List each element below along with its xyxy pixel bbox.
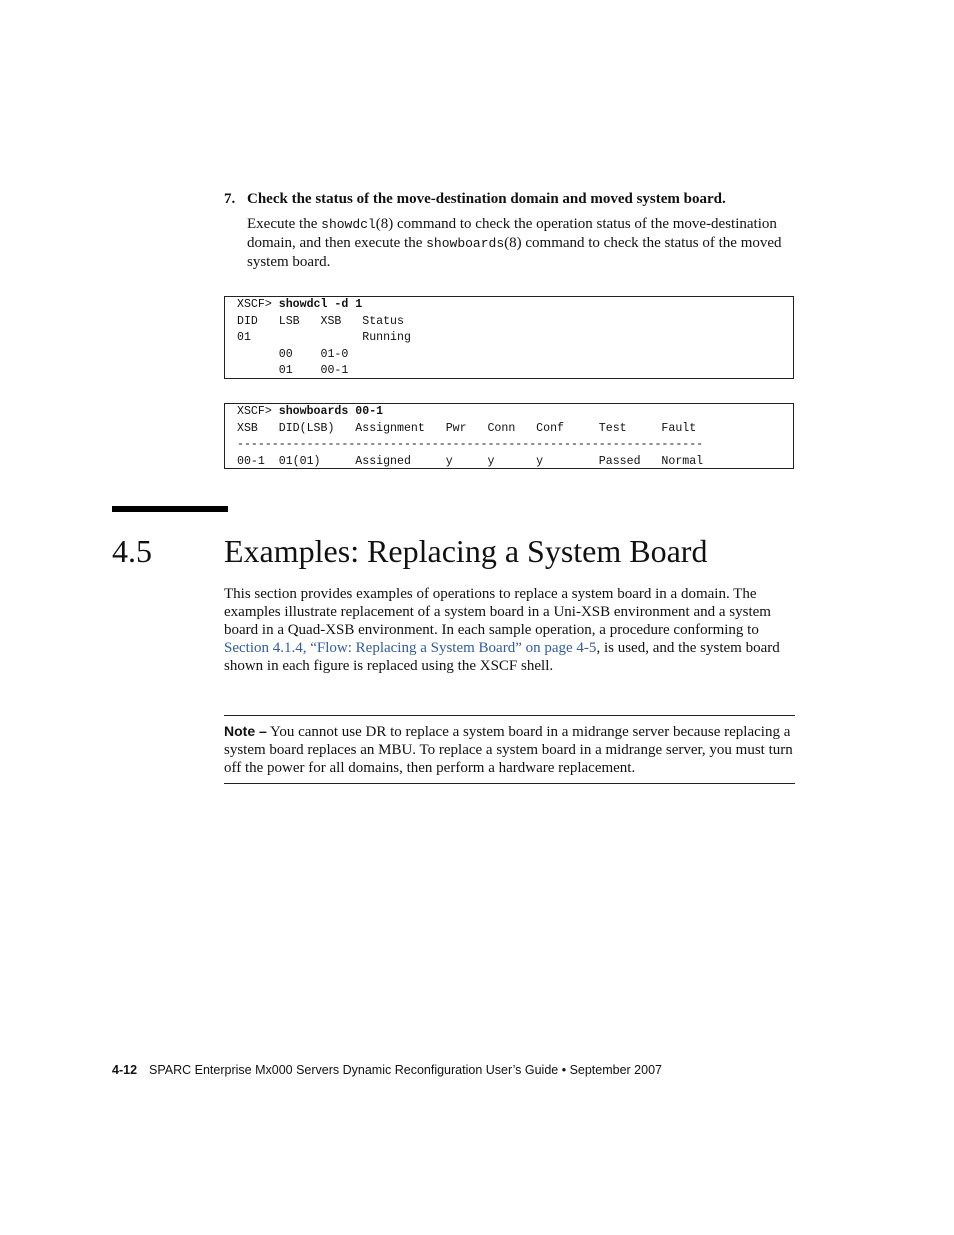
code-line: 01 00-1 (237, 364, 349, 378)
note-text: You cannot use DR to replace a system board in a midrange server because replacing a system board replaces an MBU. To replace a system board in a midrange server, you must turn off the power for all domains, then perform a hardware replacement. (224, 724, 793, 776)
code-line: XSB DID(LSB) Assignment Pwr Conn Conf Test Fault (237, 421, 697, 435)
section-paragraph (224, 585, 796, 675)
code-command: showdcl -d 1 (278, 298, 363, 311)
page-number: 4-12 (112, 1063, 138, 1077)
note-box (224, 715, 795, 784)
step-heading (224, 191, 726, 208)
code-prompt: XSCF> (237, 405, 279, 418)
section-title: Examples: Replacing a System Board (224, 533, 708, 569)
step-number: 7. (224, 191, 236, 207)
code-line: DID LSB XSB Status (237, 314, 404, 328)
code-command: showboards 00-1 (278, 405, 384, 418)
code-prompt: XSCF> (237, 298, 279, 311)
step-body-text-1: Execute the (247, 216, 322, 232)
step-body-text-3: (8) command to check the status of the moved system board. (247, 235, 782, 270)
section-link[interactable]: Section 4.1.4, “Flow: Replacing a System Board” on page 4-5 (224, 640, 597, 656)
code-line: 00-1 01(01) Assigned y y y Passed Normal (237, 454, 704, 468)
code-prompt-line (237, 404, 793, 421)
paragraph-text-1: This section provides examples of operations to replace a system board in a domain. The examples illustrate replacement of a system board in a Uni-XSB environment and a system board in a Quad-XSB environment. In each sample operation, a procedure conforming to (224, 586, 771, 638)
footer-title: SPARC Enterprise Mx000 Servers Dynamic Reconfiguration User’s Guide (149, 1063, 559, 1077)
note-label: Note – (224, 723, 267, 739)
code-line: 00 01-0 (237, 347, 349, 361)
showboards-command: showboards (426, 236, 505, 251)
section-number: 4.5 (112, 533, 152, 569)
step-body-text-2: (8) command to check the operation status of the move-destination domain, and then execute the (247, 216, 777, 251)
footer-date: September 2007 (569, 1063, 662, 1077)
code-block-showdcl (224, 296, 794, 379)
code-line: ------------------------------------------------------------------- (237, 438, 704, 452)
step-body (247, 215, 795, 271)
footer-separator: • (558, 1063, 570, 1077)
step-heading-text: Check the status of the move-destination domain and moved system board. (247, 191, 726, 207)
code-prompt-line (237, 297, 793, 314)
showdcl-command: showdcl (321, 217, 376, 232)
section-rule (112, 506, 228, 512)
code-line: 01 Running (237, 331, 411, 345)
page-footer (112, 1063, 662, 1077)
paragraph-text-2: , is used, and the system board shown in each figure is replaced using the XSCF shell. (224, 640, 780, 674)
code-block-showboards (224, 403, 794, 469)
